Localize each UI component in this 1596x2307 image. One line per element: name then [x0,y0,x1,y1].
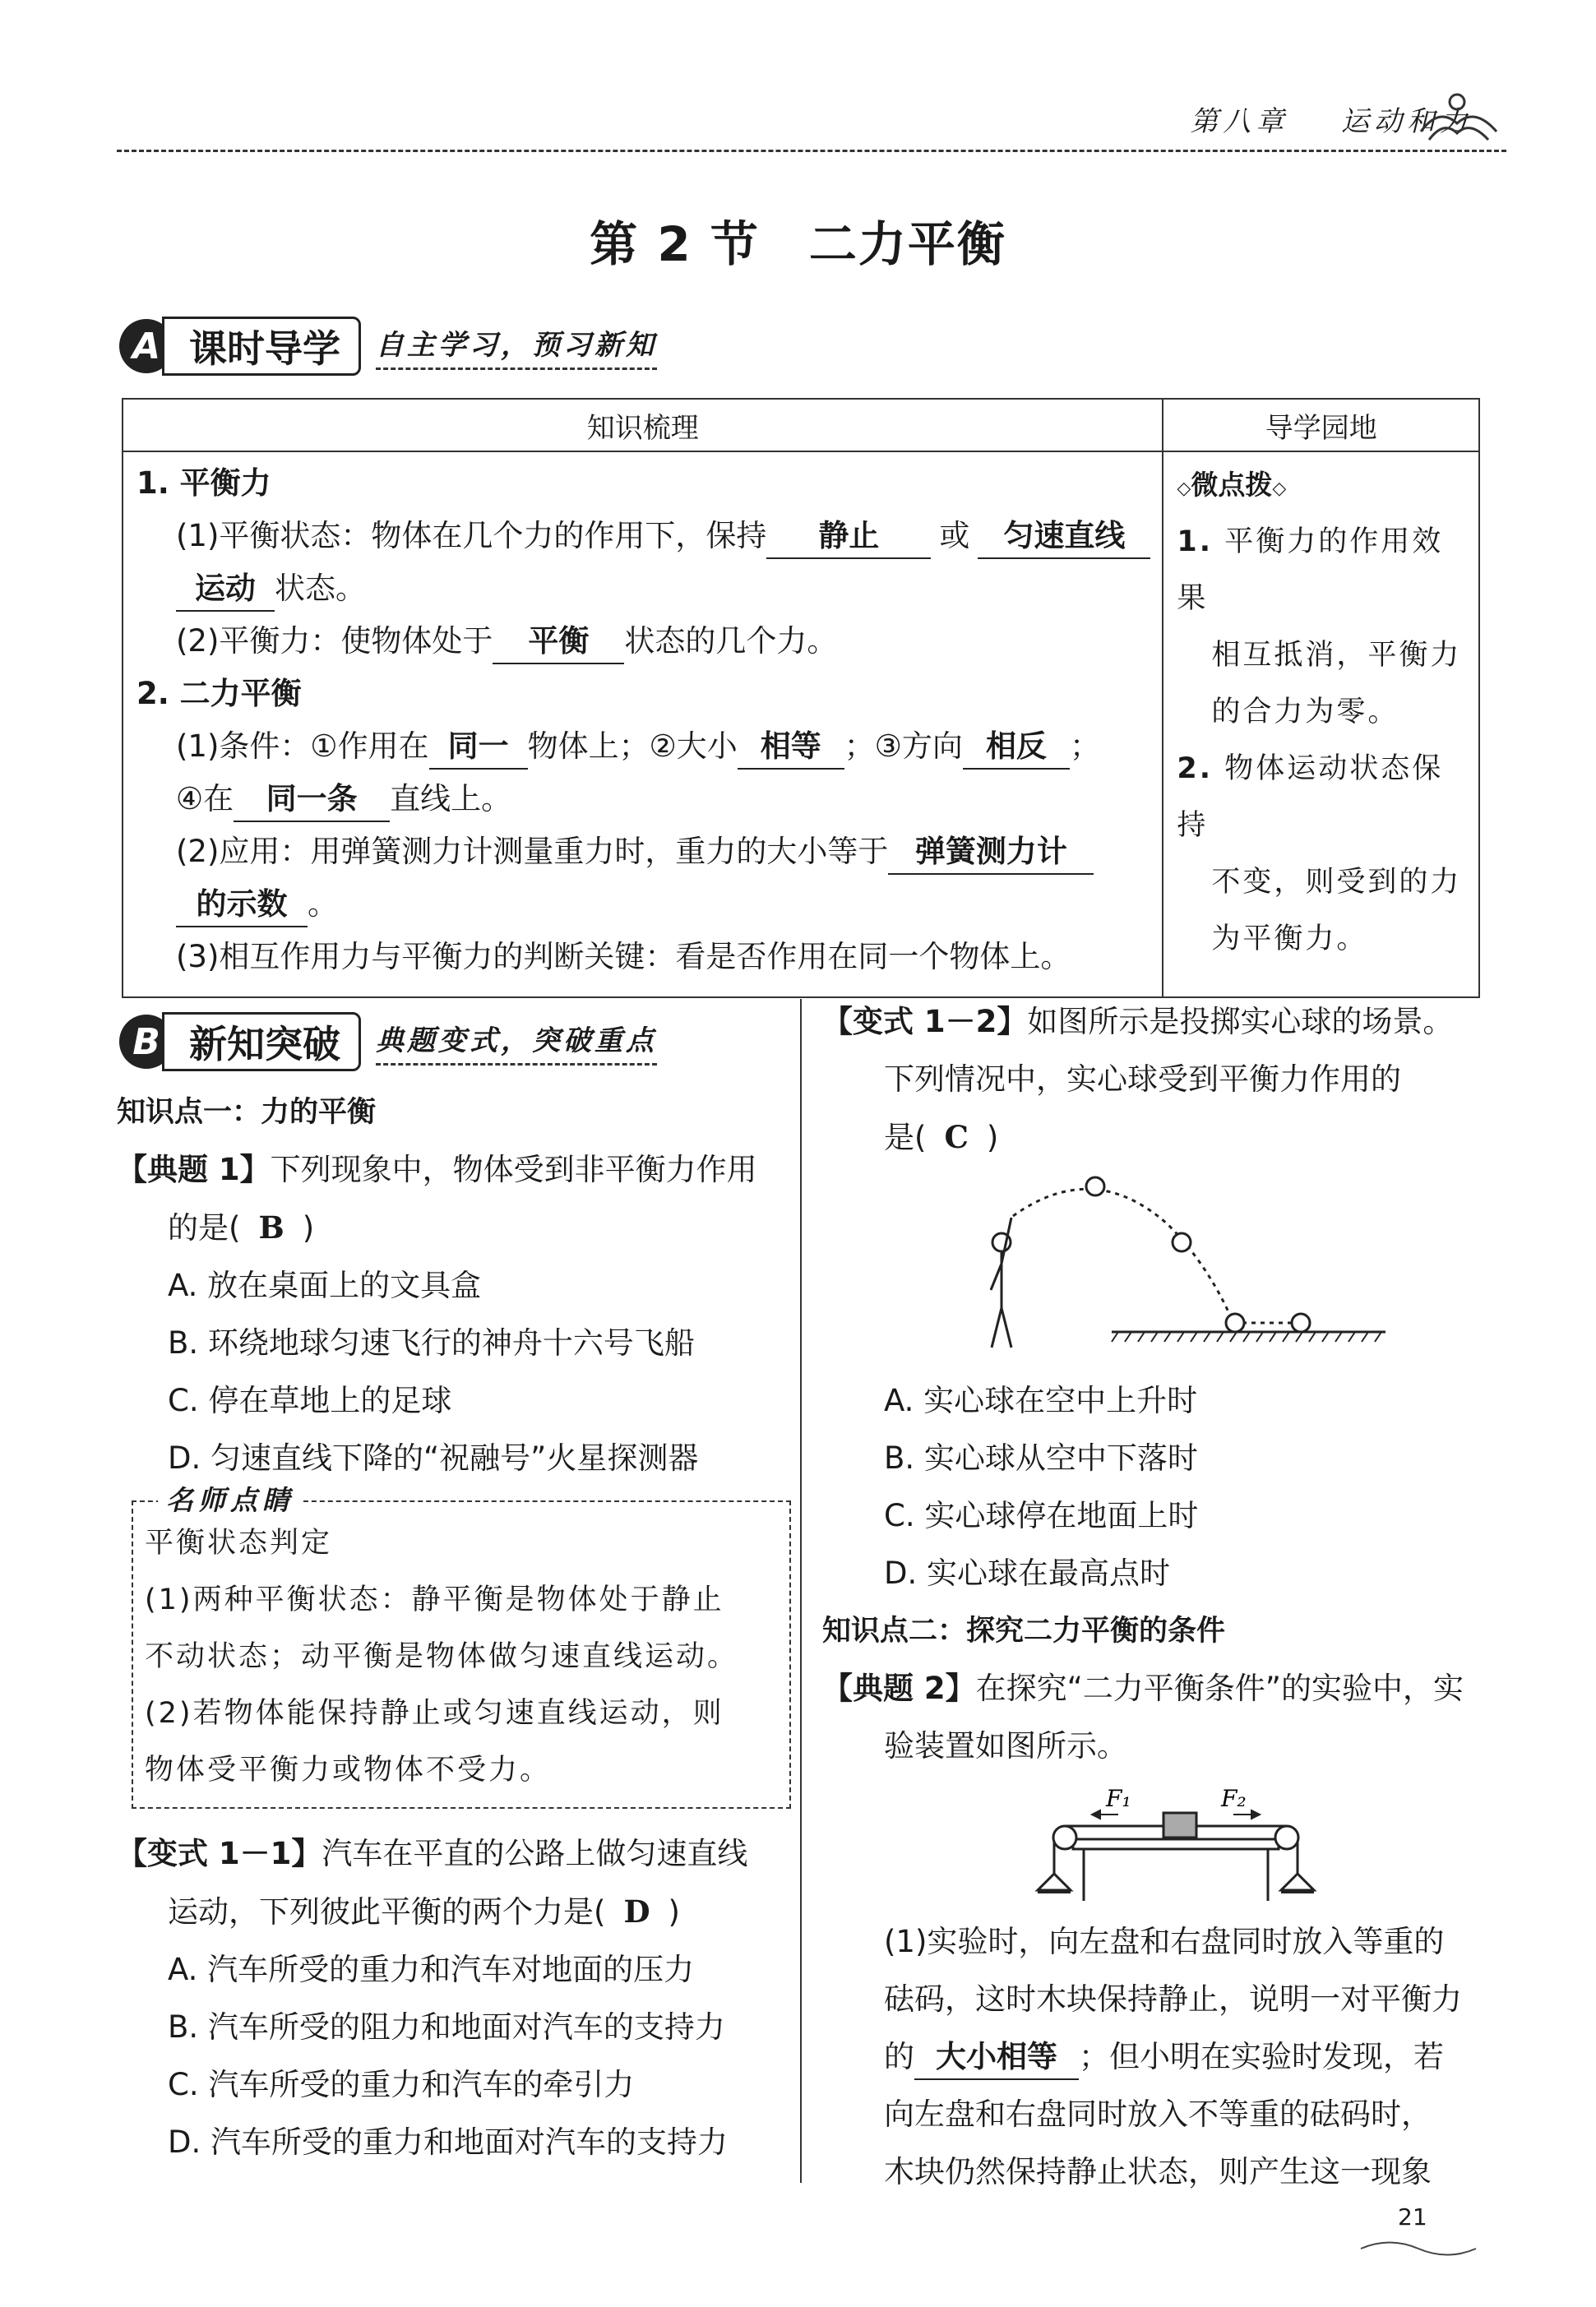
question-1-stem-end [117,1199,783,1257]
text: ) [668,1894,680,1930]
text: 汽车在平直的公路上做匀速直线 [322,1836,748,1871]
section-b-subtitle: 典题变式，突破重点 [376,1018,657,1066]
variant-1-2-line-2: 下列情况中，实心球受到平衡力作用的 [884,1061,1401,1097]
point-1-line-2 [136,562,1150,615]
f2-arrowhead [1251,1810,1260,1819]
f1-arrowhead [1092,1810,1100,1819]
text: (1)平衡状态：物体在几个力的作用下，保持 [176,518,767,553]
question-2-p4: 向左盘和右盘同时放入不等重的砝码时， [884,2097,1432,2132]
text: ； [1069,728,1100,764]
question-2-p5: 木块仍然保持静止状态，则产生这一现象 [884,2154,1432,2189]
question-2-p2: 砝码，这时木块保持静止，说明一对平衡力 [884,1981,1462,2017]
ground-hatching [1112,1332,1381,1342]
page-title: 第 2 节 二力平衡 [590,216,1006,272]
blank-balance: 平衡 [493,620,624,664]
section-b-letter: B [119,1015,173,1069]
blank-equal: 相等 [738,725,844,770]
guide-cell [1163,451,1479,997]
table-top [1073,1839,1279,1849]
person-leg [1002,1308,1011,1348]
knowledge-table [122,398,1480,998]
option-d: D. 实心球在最高点时 [884,1556,1171,1591]
trajectory-path [1013,1189,1233,1323]
diamond-right-icon: ◇ [1272,479,1287,499]
answer-mark: C [944,1119,969,1155]
text: 为平衡力。 [1211,922,1368,955]
right-pan [1281,1874,1314,1890]
ball-falling [1173,1233,1191,1251]
point-1-heading: 1. 平衡力 [136,465,271,501]
text: 状态。 [275,571,366,606]
question-tag: 【典题 2】 [822,1671,976,1706]
section-a-subtitle: 自主学习，预习新知 [376,322,657,370]
text: 物体上；②大小 [527,728,738,764]
blank-uniform-straight: 匀速直线 [978,515,1150,559]
point-2-line-3 [136,825,1150,878]
text: 不变，则受到的力 [1211,866,1462,899]
chapter-topic: 运动和力 [1341,105,1473,138]
blank-same-object: 同一 [429,725,528,770]
text: (2)平衡力：使物体处于 [176,623,493,659]
text: (2)应用：用弹簧测力计测量重力时，重力的大小等于 [176,834,889,869]
tip-heading [1177,460,1469,514]
point-2-heading: 2. 二力平衡 [136,676,302,711]
tip-line-5: 物体受平衡力或物体不受力。 [145,1754,552,1787]
point-1-line-3 [136,615,1150,668]
text: 在探究“二力平衡条件”的实验中，实 [975,1671,1464,1706]
left-pulley [1053,1826,1076,1849]
option-b: B. 汽车所受的阻力和地面对汽车的支持力 [168,2009,725,2045]
text: 下列现象中，物体受到非平衡力作用 [270,1152,757,1187]
variant-1-2 [822,993,1497,1051]
text: 相互抵消，平衡力 [1211,639,1462,672]
tip-item-1 [1177,514,1469,741]
tip-item-2 [1177,741,1469,968]
question-tag: 【变式 1－2】 [822,1004,1028,1039]
ball-top [1086,1177,1104,1195]
text: 物体运动状态保持 [1177,752,1444,842]
knowledge-cell [123,451,1163,997]
teacher-tip-box [132,1484,791,1809]
text: 是( [884,1120,927,1155]
teacher-tip-title: 名师点睛 [158,1482,303,1519]
tip-line-1: 平衡状态判定 [145,1527,333,1560]
tip-title: 微点拨 [1191,469,1273,501]
option-b: B. 环绕地球匀速飞行的神舟十六号飞船 [168,1325,695,1361]
question-2-p3 [822,2028,1497,2086]
chapter-label: 第八章 [1190,105,1289,138]
option-c: C. 停在草地上的足球 [168,1383,452,1418]
text: 状态的几个力。 [624,623,838,659]
variant-1-1 [117,1825,783,1883]
question-1 [117,1141,783,1199]
blank-spring-scale: 弹簧测力计 [888,830,1094,875]
knowledge-point-2: 知识点二：探究二力平衡的条件 [822,1615,1226,1648]
right-pulley [1275,1826,1298,1849]
point-2-line-5: (3)相互作用力与平衡力的判断关键：看是否作用在同一个物体上。 [176,939,1071,974]
wooden-block [1163,1813,1196,1838]
variant-1-2-stem-end [822,1108,1497,1167]
blank-motion: 运动 [176,567,275,612]
option-c: C. 实心球停在地面上时 [884,1498,1199,1533]
page-number: 21 [1398,2203,1427,2231]
shot-put-figure [822,1167,1497,1372]
question-2-p1: (1)实验时，向左盘和右盘同时放入等重的 [884,1924,1445,1959]
header-divider [117,150,1506,152]
text: ) [302,1210,315,1246]
text: 如图所示是投掷实心球的场景。 [1027,1004,1454,1039]
ball-rest [1292,1314,1310,1332]
text: 平衡力的作用效果 [1177,525,1444,615]
option-d: D. 汽车所受的重力和地面对汽车的支持力 [168,2124,729,2160]
section-a-badge [119,314,657,378]
col-header-knowledge: 知识梳理 [123,399,1163,451]
text: 直线上。 [390,781,512,816]
ornament-icon [1414,90,1505,145]
section-b-label: 新知突破 [162,1012,361,1071]
option-c: C. 汽车所受的重力和汽车的牵引力 [168,2067,635,2102]
text: 的是( [168,1210,241,1246]
right-column [822,993,1497,2201]
question-2-line-2: 验装置如图所示。 [884,1728,1127,1764]
text: ) [986,1120,999,1155]
answer-mark: B [258,1209,285,1246]
text: 运动，下列彼此平衡的两个力是( [168,1894,606,1930]
option-a: A. 汽车所受的重力和汽车对地面的压力 [168,1952,695,1987]
tip-line-2: (1)两种平衡状态：静平衡是物体处于静止 [145,1583,724,1616]
option-d: D. 匀速直线下降的“祝融号”火星探测器 [168,1440,699,1476]
text: 的合力为零。 [1211,696,1399,728]
point-2-line-1 [136,720,1150,773]
section-a-label: 课时导学 [162,317,361,376]
option-a: A. 实心球在空中上升时 [884,1383,1198,1418]
text: 的 [884,2039,914,2074]
person-leg [992,1308,1002,1348]
blank-reading: 的示数 [176,883,308,927]
option-b: B. 实心球从空中下落时 [884,1440,1198,1476]
text: (1)条件：①作用在 [176,728,429,764]
f1-label: F₁ [1106,1785,1131,1812]
answer-mark: D [623,1893,650,1930]
person-arm [991,1264,1002,1290]
text: ；③方向 [844,728,963,764]
ball-landing [1226,1314,1244,1332]
text: 。 [308,886,338,922]
text: 或 [939,518,970,553]
tip-number: 1. [1177,525,1214,558]
text: ；但小明在实验时发现，若 [1079,2039,1444,2074]
question-tag: 【典题 1】 [117,1152,271,1187]
f2-label: F₂ [1221,1785,1247,1812]
blank-opposite: 相反 [963,725,1070,770]
col-header-guide: 导学园地 [1163,399,1479,451]
option-a: A. 放在桌面上的文具盒 [168,1268,482,1303]
question-2 [822,1660,1497,1718]
footer-ornament-icon [1357,2236,1480,2261]
point-1-line-1 [136,510,1150,562]
blank-static: 静止 [766,515,931,559]
section-b-badge [119,1010,657,1074]
tip-line-3: 不动状态；动平衡是物体做匀速直线运动。 [145,1640,739,1673]
tip-number: 2. [1177,752,1214,785]
knowledge-point-1: 知识点一：力的平衡 [117,1096,377,1129]
question-tag: 【变式 1－1】 [117,1836,322,1871]
tip-line-4: (2)若物体能保持静止或匀速直线运动，则 [145,1697,724,1730]
section-a-letter: A [119,319,173,373]
point-2-line-4 [136,878,1150,931]
blank-same-line: 同一条 [234,778,390,822]
left-pan [1038,1874,1071,1890]
text: ④在 [176,781,234,816]
variant-1-1-stem-end [117,1883,783,1941]
balance-apparatus-figure [822,1782,1497,1913]
column-divider [800,999,802,2183]
point-2-line-2 [136,773,1150,825]
diamond-left-icon: ◇ [1177,479,1191,499]
left-column [117,1084,783,2171]
blank-equal-magnitude: 大小相等 [914,2036,1079,2080]
